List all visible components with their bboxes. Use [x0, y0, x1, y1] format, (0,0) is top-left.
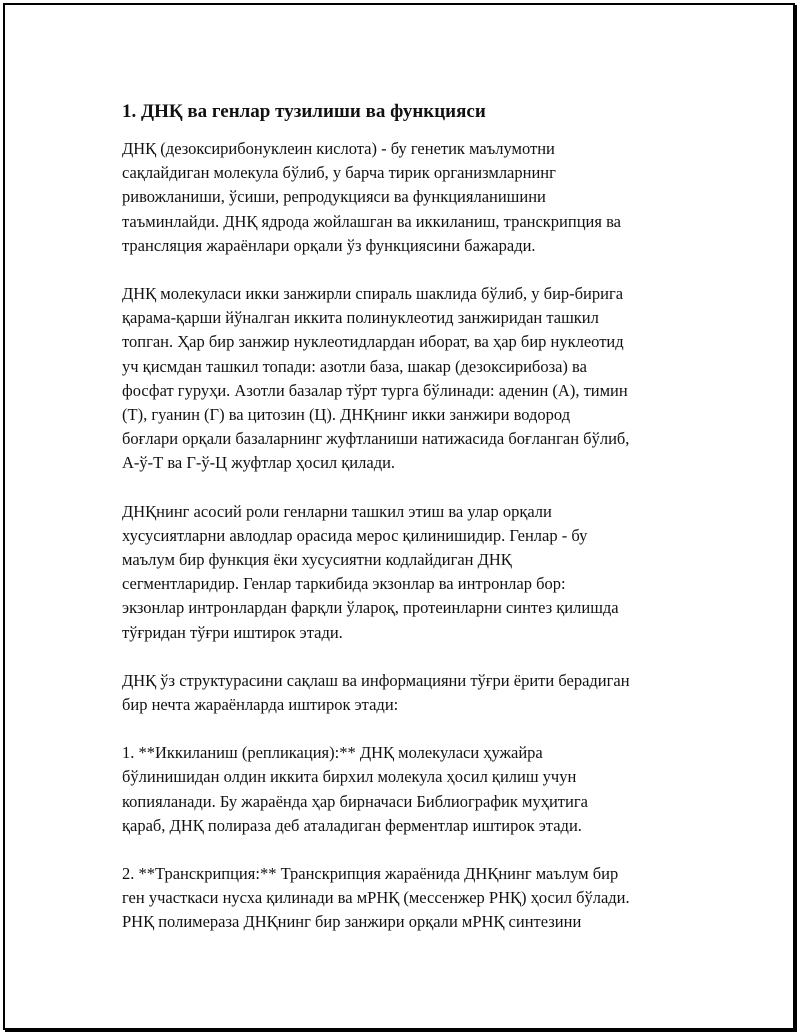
text-line: (Т), гуанин (Г) ва цитозин (Ц). ДНҚнинг икки занжири водород — [122, 405, 571, 425]
text-line: сегментларидир. Генлар таркибида экзонлар ва интронлар бор: — [122, 574, 566, 594]
text-line: боғлари орқали базаларнинг жуфтланиши натижасида боғланган бўлиб, — [122, 429, 630, 449]
text-line: РНҚ полимераза ДНҚнинг бир занжири орқали мРНҚ синтезини — [122, 912, 582, 932]
text-line: уч қисмдан ташкил топади: азотли база, шакар (дезоксирибоза) ва — [122, 356, 587, 376]
document-page — [3, 3, 795, 1030]
section-heading: 1. ДНҚ ва генлар тузилиши ва функцияси — [122, 101, 486, 122]
paragraph-processes-intro — [122, 669, 722, 717]
text-line: бўлинишидан олдин иккита бирхил молекула ҳосил қилиш учун — [122, 767, 577, 787]
document-body — [122, 99, 722, 959]
text-line: тўғридан тўғри иштирок этади. — [122, 622, 343, 642]
text-line: 2. **Транскрипция:** Транскрипция жараёнида ДНҚнинг маълум бир — [122, 864, 619, 884]
text-line: экзонлар интронлардан фарқли ўлароқ, протеинларни синтез қилишда — [122, 598, 619, 618]
text-line: фосфат гуруҳи. Азотли базалар тўрт турга бўлинади: аденин (А), тимин — [122, 380, 628, 400]
text-line: копияланади. Бу жараёнда ҳар бирначаси Библиографик муҳитига — [122, 791, 588, 811]
text-line: трансляция жараёнлари орқали ўз функциясини бажаради. — [122, 235, 536, 255]
paragraph-structure — [122, 282, 722, 476]
text-line: таъминлайди. ДНҚ ядрода жойлашган ва иккиланиш, транскрипция ва — [122, 211, 621, 231]
text-line: ДНҚ ўз структурасини сақлаш ва информацияни тўғри ёрити берадиган — [122, 670, 630, 690]
text-line: қарама-қарши йўналган иккита полинуклеотид занжиридан ташкил — [122, 308, 599, 328]
text-line: ДНҚ (дезоксирибонуклеин кислота) - бу генетик маълумотни — [122, 139, 555, 158]
text-line: ривожланиши, ўсиши, репродукцияси ва функцияланишини — [122, 187, 546, 207]
text-line: хусусиятларни авлодлар орасида мерос қилинишидир. Генлар - бу — [122, 525, 588, 545]
list-item-replication — [122, 741, 722, 838]
text-line: бир нечта жараёнларда иштирок этади: — [122, 695, 399, 715]
text-line: ген участкаси нусха қилинади ва мРНҚ (мессенжер РНҚ) ҳосил бўлади. — [122, 888, 630, 908]
text-line: ДНҚ молекуласи икки занжирли спираль шаклида бўлиб, у бир-бирига — [122, 284, 624, 304]
text-line: ДНҚнинг асосий роли генларни ташкил этиш ва улар орқали — [122, 501, 552, 521]
paragraph-genes — [122, 500, 722, 645]
text-line: 1. **Иккиланиш (репликация):** ДНҚ молекуласи ҳужайра — [122, 743, 543, 763]
text-line: А-ў-Т ва Г-ў-Ц жуфтлар ҳосил қилади. — [122, 453, 396, 473]
list-item-transcription — [122, 862, 722, 935]
paragraph-intro — [122, 137, 722, 258]
text-line: сақлайдиган молекула бўлиб, у барча тирик организмларнинг — [122, 163, 556, 183]
text-line: қараб, ДНҚ полираза деб аталадиган ферментлар иштирок этади. — [122, 815, 582, 835]
text-line: топган. Ҳар бир занжир нуклеотидлардан иборат, ва ҳар бир нуклеотид — [122, 332, 624, 352]
text-line: маълум бир функция ёки хусусиятни кодлайдиган ДНҚ — [122, 550, 512, 570]
